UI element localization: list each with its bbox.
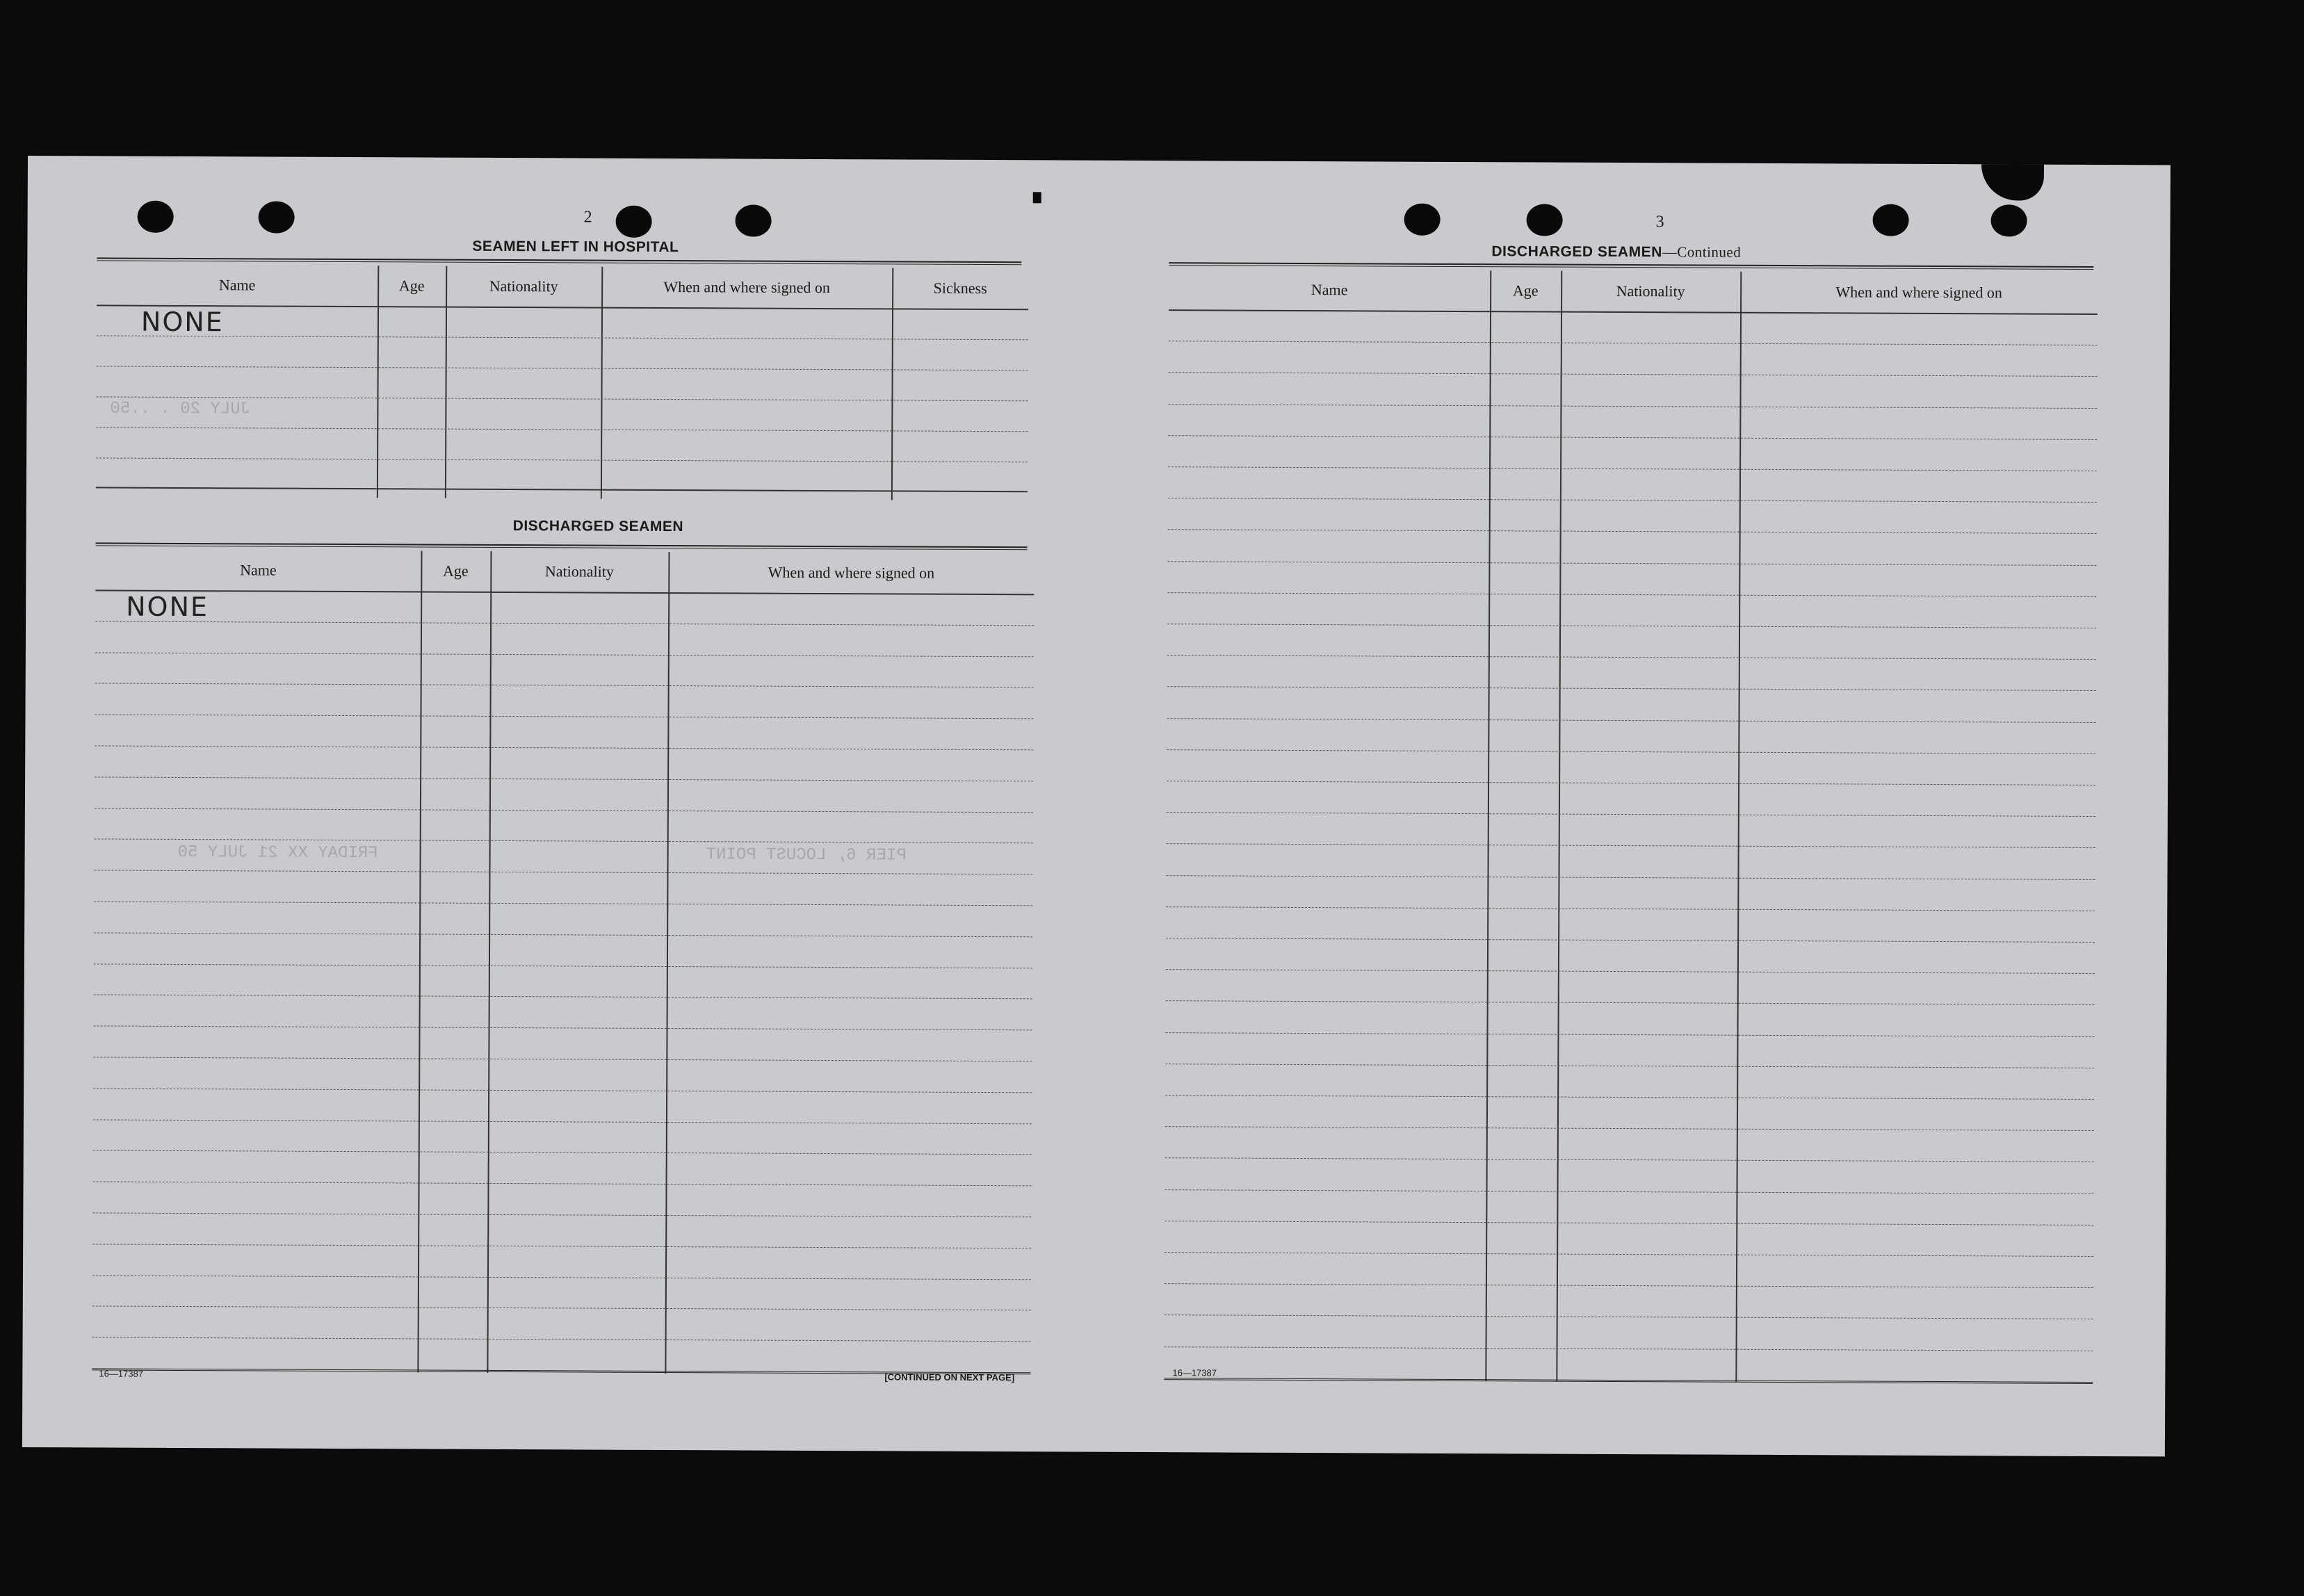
table-row: [1169, 373, 2098, 377]
table-row: [92, 1306, 1031, 1311]
table-row: [1165, 1158, 2094, 1163]
table-row: [1165, 1315, 2093, 1320]
table-row: [1164, 1378, 2093, 1384]
table-row: [95, 683, 1034, 688]
table-row: [1167, 624, 2096, 628]
left-page: [92, 156, 1057, 1451]
table-row: [1168, 466, 2097, 471]
column-header-age: Age: [1512, 282, 1539, 300]
column-header-name: Name: [240, 561, 277, 579]
title-rule: [1169, 262, 2093, 270]
table-row: [97, 366, 1028, 370]
table-row: [96, 457, 1028, 462]
column-header-age: Age: [398, 277, 425, 295]
table-row: [1165, 1126, 2094, 1131]
column-header-name: Name: [218, 276, 256, 294]
table-row: [94, 901, 1032, 906]
column-header-nationality: Nationality: [1616, 282, 1685, 300]
page-number: 2: [583, 208, 592, 227]
form-number: 16—17387: [99, 1368, 144, 1379]
table-header: [95, 549, 1034, 595]
table-row: [1166, 875, 2095, 880]
table-row: [94, 963, 1032, 968]
handwritten-entry: NONE: [126, 591, 209, 623]
table-row: [1165, 1221, 2093, 1226]
table-row: [1166, 1001, 2095, 1006]
table-row: [92, 1212, 1031, 1217]
table-row: [92, 1244, 1031, 1248]
table-row: [93, 1182, 1032, 1187]
table-row: [1167, 781, 2095, 785]
column-header-signed-on: When and where signed on: [768, 563, 935, 582]
table-row: [92, 1275, 1031, 1280]
table-row: [95, 715, 1033, 719]
table-row: [1165, 1189, 2094, 1194]
table-row: [1165, 1283, 2093, 1288]
table-row: [93, 1150, 1032, 1155]
title-rule: [96, 542, 1028, 550]
table-row: [93, 1057, 1032, 1061]
page-number: 3: [1655, 213, 1664, 231]
table-row: [94, 932, 1032, 937]
table-row: [94, 995, 1032, 1000]
table-row: [1166, 938, 2095, 943]
table-row: [1165, 1346, 2093, 1351]
bleed-through-text: FRIDAY XX 21 JULY 50: [177, 842, 378, 863]
table-row: [95, 621, 1034, 626]
discharged-table: [92, 549, 1034, 1375]
table-rows: [92, 589, 1034, 1375]
table-row: [92, 1337, 1031, 1342]
table-row: [95, 745, 1033, 750]
table-row: [1169, 341, 2098, 345]
table-row: [93, 1119, 1032, 1124]
title-rule: [97, 257, 1021, 265]
column-header-signed-on: When and where signed on: [1835, 283, 2002, 302]
table-row: [1168, 530, 2097, 535]
table-row: [96, 487, 1028, 492]
table-row: [1168, 404, 2097, 409]
discharged-continued-title: [1491, 243, 1741, 261]
column-header-nationality: Nationality: [489, 277, 558, 295]
section-title: DISCHARGED SEAMEN: [1491, 243, 1662, 261]
form-number: 16—17387: [1172, 1367, 1217, 1378]
discharged-section-title: DISCHARGED SEAMEN: [512, 518, 684, 535]
table-row: [1167, 561, 2096, 566]
discharged-continued-table: [1164, 269, 2098, 1384]
table-row: [1165, 1252, 2093, 1257]
column-header-nationality: Nationality: [544, 562, 614, 580]
table-row: [1167, 655, 2096, 660]
table-row: [1167, 812, 2095, 817]
table-row: [1167, 592, 2096, 597]
table-row: [95, 652, 1034, 657]
table-row: [1165, 1095, 2094, 1100]
manifest-sheet: [22, 156, 2171, 1456]
table-row: [1167, 749, 2095, 754]
table-row: [1167, 844, 2095, 849]
table-row: [1166, 969, 2095, 974]
column-header-signed-on: When and where signed on: [663, 277, 830, 297]
table-row: [94, 1026, 1032, 1031]
table-row: [95, 776, 1033, 781]
right-page: [1164, 161, 2143, 1456]
bleed-through-text: JULY 20 . ..50: [110, 399, 251, 419]
column-header-sickness: Sickness: [933, 279, 987, 298]
handwritten-entry: NONE: [140, 306, 224, 338]
hospital-table: [96, 264, 1028, 500]
bleed-through-text: PIER 6, LOCUST POINT: [706, 845, 907, 865]
table-row: [93, 1088, 1032, 1093]
table-row: [1166, 1032, 2095, 1037]
continued-note: [CONTINUED ON NEXT PAGE]: [884, 1371, 1015, 1383]
table-row: [95, 808, 1033, 813]
table-row: [1166, 906, 2095, 911]
table-row: [1168, 498, 2097, 503]
column-header-age: Age: [443, 562, 469, 580]
section-title-suffix: —Continued: [1662, 243, 1742, 261]
table-header: [97, 264, 1028, 310]
table-row: [96, 427, 1028, 432]
table-row: [1167, 718, 2095, 723]
table-row: [1165, 1064, 2094, 1068]
hospital-section-title: SEAMEN LEFT IN HOSPITAL: [472, 238, 679, 256]
column-header-name: Name: [1311, 281, 1348, 299]
table-header: [1169, 269, 2098, 315]
table-row: [95, 870, 1033, 875]
table-row: [97, 335, 1028, 340]
table-row: [1167, 687, 2096, 692]
table-rows: [1164, 309, 2098, 1384]
table-row: [1168, 435, 2097, 440]
